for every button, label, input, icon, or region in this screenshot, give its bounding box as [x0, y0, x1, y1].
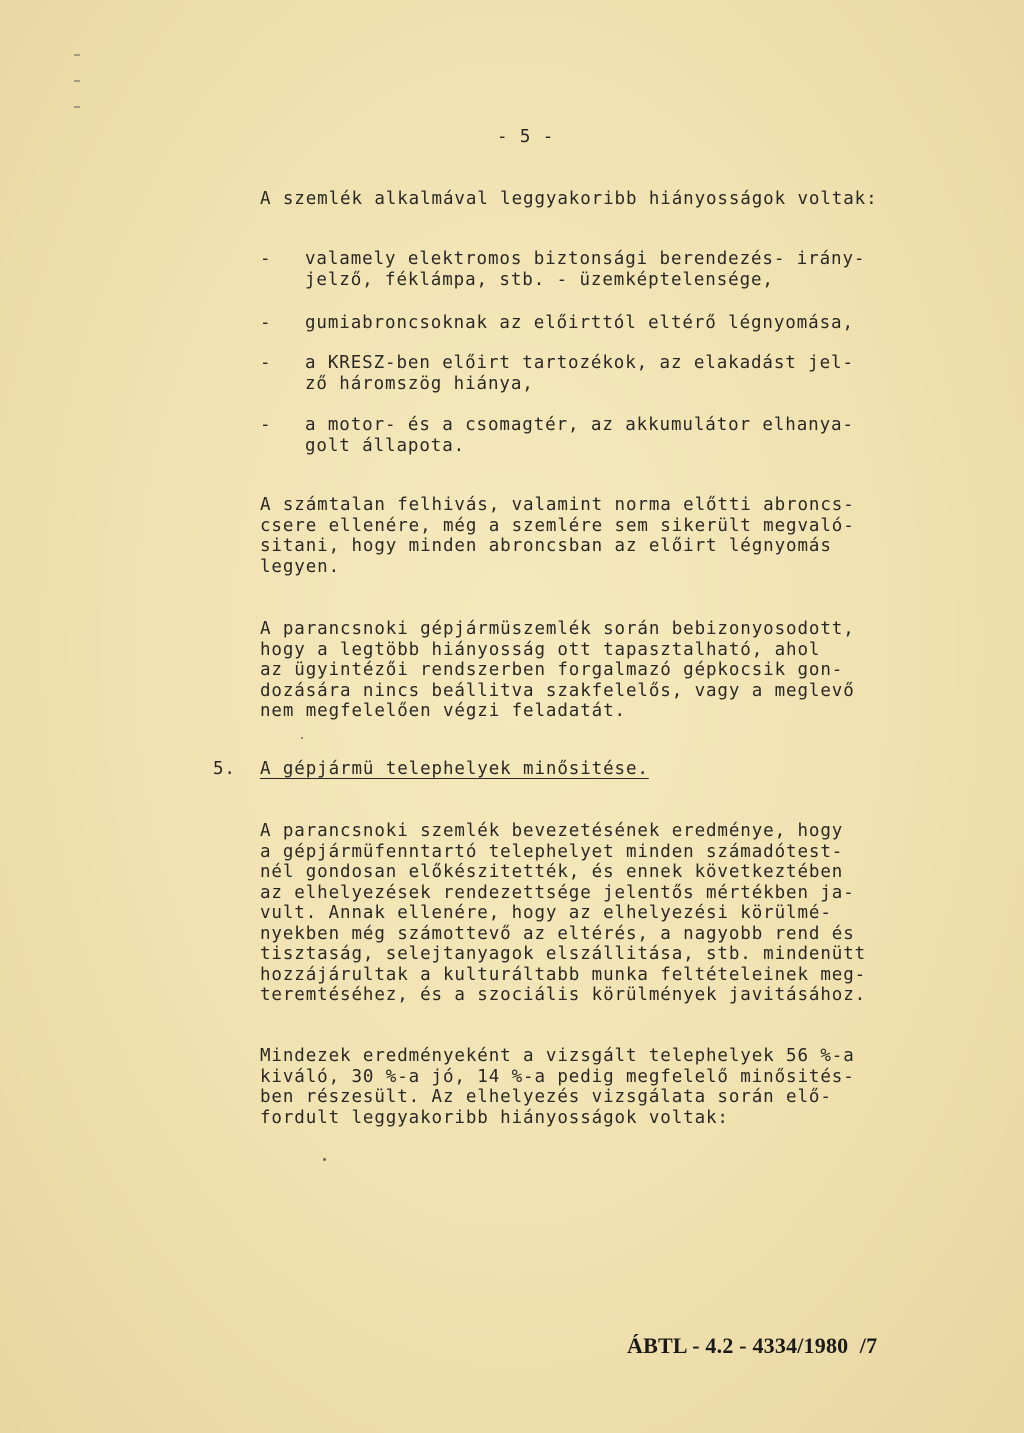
paragraph-line: fordult leggyakoribb hiányosságok voltak: — [260, 1107, 729, 1128]
paragraph-line: nyekben még számottevő az eltérés, a nagyobb rend és — [260, 923, 855, 944]
list-item-line: golt állapota. — [305, 435, 466, 456]
paragraph-line: a gépjármüfenntartó telephelyet minden számadótest- — [260, 841, 844, 862]
list-item-line: jelző, féklámpa, stb. - üzemképtelensége, — [305, 269, 774, 290]
paragraph-line: dozására nincs beállitva szakfelelős, vagy a meglevő — [260, 680, 855, 701]
paragraph-line: hogy a legtöbb hiányosság ott tapasztalható, ahol — [260, 639, 821, 660]
paragraph-line: nél gondosan előkészitették, és ennek következtében — [260, 862, 844, 882]
paragraph-line: kiváló, 30 %-a jó, 14 %-a pedig megfelelő minősités- — [260, 1066, 855, 1087]
paragraph-eredmeny — [260, 1046, 855, 1128]
paragraph-line: az ügyintézői rendszerben forgalmazó gépkocsik gon- — [260, 660, 844, 680]
section-title: A gépjármü telephelyek minősitése. — [260, 759, 649, 779]
list-item-line: a KRESZ-ben előirt tartozékok, az elakadást jel- — [305, 353, 854, 373]
paragraph-line: A számtalan felhivás, valamint norma előtti abroncs- — [260, 495, 855, 515]
paragraph-line: A parancsnoki szemlék bevezetésének eredménye, hogy — [260, 821, 844, 841]
paragraph-line: ben részesült. Az elhelyezés vizsgálata során elő- — [260, 1087, 832, 1107]
edge-mark — [74, 54, 80, 56]
list-item-line: gumiabroncsoknak az előirttól eltérő légnyomása, — [305, 313, 854, 333]
intro-line: A szemlék alkalmával leggyakoribb hiányosságok voltak: — [260, 189, 878, 209]
edge-mark — [74, 106, 80, 108]
paragraph-line: A parancsnoki gépjármüszemlék során bebizonyosodott, — [260, 619, 855, 639]
ink-speck — [301, 737, 303, 739]
list-dash: - — [260, 249, 272, 269]
paragraph-line: az elhelyezések rendezettsége jelentős mértékben ja- — [260, 882, 855, 903]
list-dash: - — [260, 415, 272, 435]
paragraph-line: hozzájárultak a kulturáltabb munka feltételeinek meg- — [260, 964, 867, 985]
ink-speck — [323, 1158, 326, 1161]
paragraph-telephely — [260, 821, 866, 1006]
edge-mark — [74, 80, 80, 82]
archive-stamp: ÁBTL - 4.2 - 4334/1980 /7 — [627, 1333, 878, 1358]
list-dash: - — [260, 353, 272, 373]
list-item — [305, 353, 854, 394]
section-number: 5. — [213, 759, 236, 779]
paragraph-line: vult. Annak ellenére, hogy az elhelyezési körülmé- — [260, 903, 832, 923]
list-item-line: ző háromszög hiánya, — [305, 373, 534, 394]
page-number: - 5 - — [497, 127, 555, 147]
list-item — [305, 249, 865, 290]
paragraph-line: legyen. — [260, 556, 341, 577]
paragraph-line: Mindezek eredményeként a vizsgált telephelyek 56 %-a — [260, 1046, 855, 1066]
paragraph-line: nem megfelelően végzi feladatát. — [260, 701, 626, 721]
paragraph-line: teremtéséhez, és a szociális körülmények javitásához. — [260, 985, 867, 1005]
list-item — [305, 415, 854, 456]
list-dash: - — [260, 313, 272, 333]
list-item-line: a motor- és a csomagtér, az akkumulátor elhanya- — [305, 415, 854, 435]
list-item-line: valamely elektromos biztonsági berendezés- irány- — [305, 249, 866, 269]
paragraph-parancsnoki — [260, 619, 855, 722]
paragraph-line: sitani, hogy minden abroncsban az előirt légnyomás — [260, 536, 832, 556]
paragraph-line: csere ellenére, még a szemlére sem sikerült megvaló- — [260, 515, 855, 536]
list-item — [305, 313, 854, 334]
paragraph-abroncs — [260, 495, 855, 577]
paragraph-line: tisztaság, selejtanyagok elszállitása, stb. mindenütt — [260, 944, 867, 964]
